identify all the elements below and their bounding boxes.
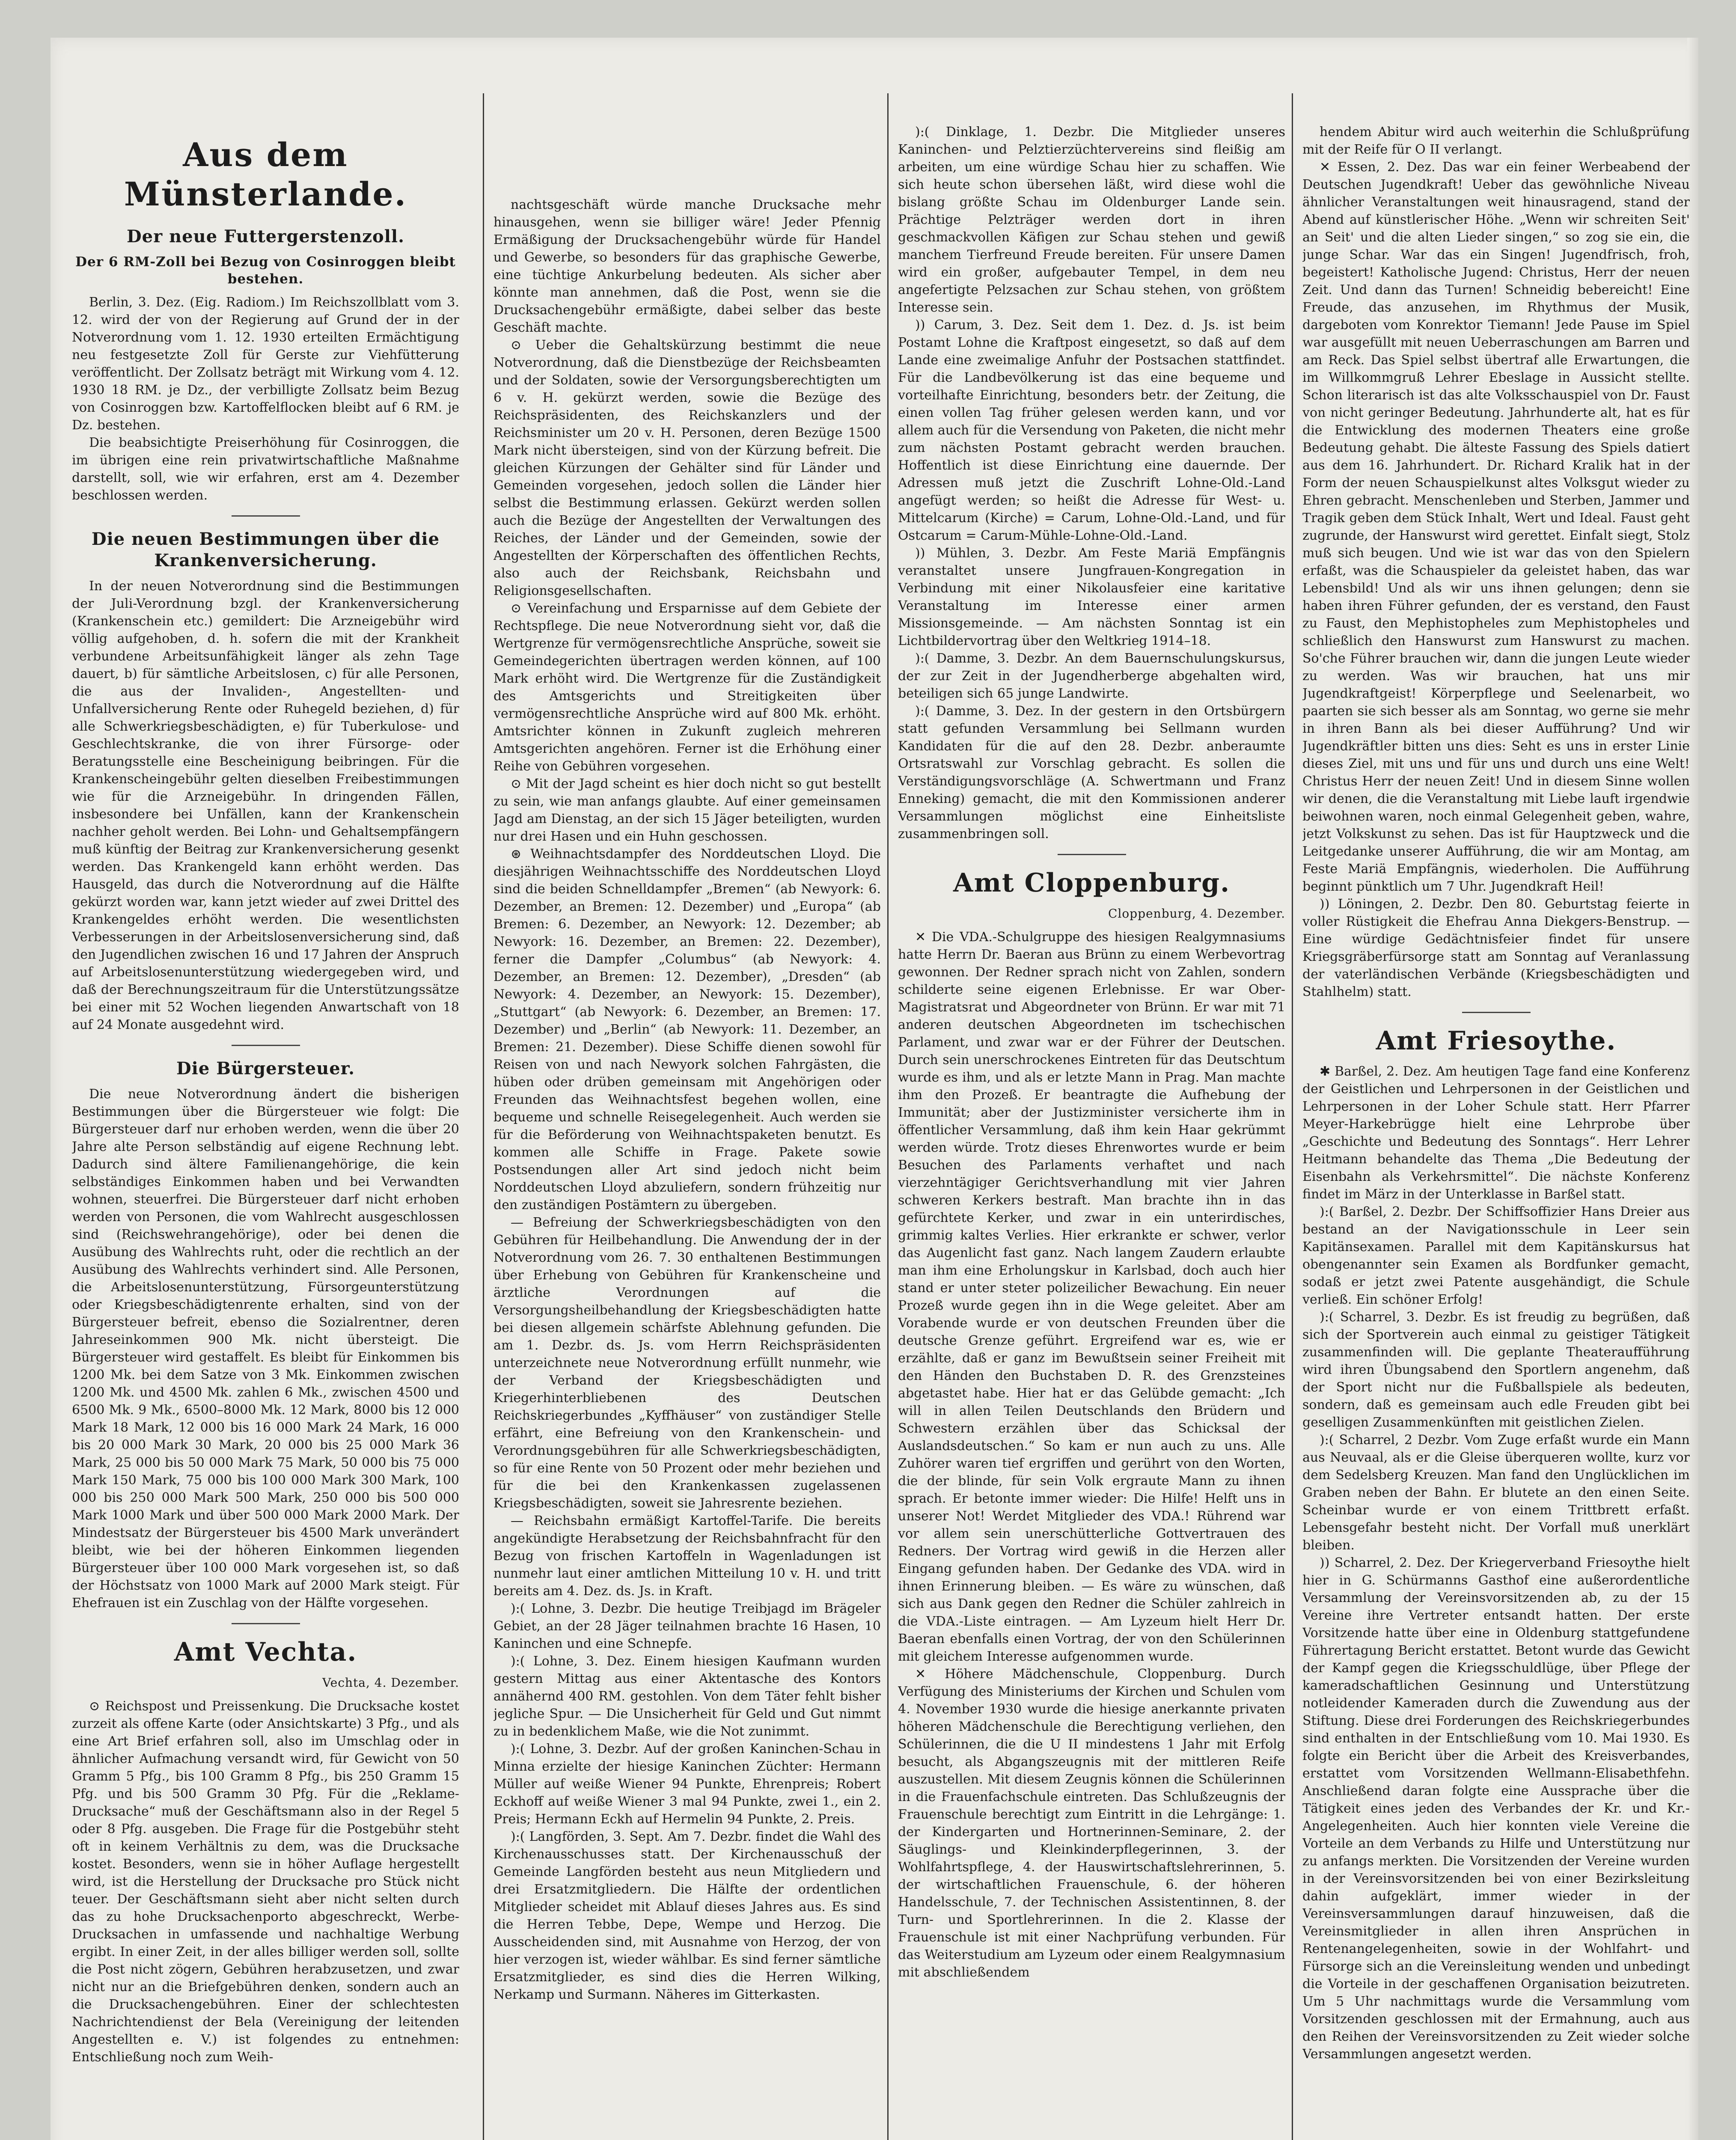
subheadline-cosinroggen: Der 6 RM-Zoll bei Bezug von Cosinroggen bleibt bestehen.	[75, 254, 456, 287]
column-rule	[1292, 93, 1293, 2140]
article-paragraph: nachtsgeschäft würde manche Drucksache mehr hinausgehen, wenn sie billiger wäre! Jeder Pfennig Ermäßigung der Drucksachengebühr würde für Handel und Gewerbe, so besonders für das graphische Gewerbe, eine tüchtige Ankurbelung bedeuten. Als sicher aber könnte man annehmen, daß die Post, wenn sie die Drucksachengebühr ermäßigte, dabei selber das beste Geschäft machte.	[493, 197, 881, 335]
article-paragraph: Die beabsichtigte Preiserhöhung für Cosinroggen, die im übrigen eine rein privatwirtschaftliche Maßnahme darstellt, soll, wie wir erfahren, erst am 4. Dezember beschlossen werden.	[72, 435, 459, 503]
column-2	[493, 196, 881, 2140]
article-paragraph: ✕ Essen, 2. Dez. Das war ein feiner Werbeabend der Deutschen Jugendkraft! Ueber das gewöhnliche Niveau ähnlicher Veranstaltungen weit hinausragend, stand der Abend auf künstlerischer Höhe. „Wenn wir schreiten Seit' an Seit' und die alten Lieder singen,“ so zog sie ein, die junge Schar. War das ein Singen! Jugendfrisch, froh, begeistert! Katholische Jugend: Christus, Herr der neuen Zeit. Und dann das Turnen! Schneidig bebereicht! Eine Freude, das anzusehen, im Rhythmus der Musik, dargeboten vom Konrektor Tiemann! Jede Pause im Spiel war ausgefüllt mit neuen Ueberraschungen am Barren und am Reck. Das Spiel selbst übertraf alle Erwartungen, die im Willkommgruß Lehrer Ebeslage in Aussicht stellte. Schon literarisch ist das alte Volksschauspiel von Dr. Faust von nicht geringer Bedeutung. Jahrhunderte alt, hat es für die Entwicklung des modernen Theaters eine große Bedeutung gehabt. Die älteste Fassung des Spiels datiert aus dem 16. Jahrhundert. Dr. Richard Kralik hat in der Form der neuen Schauspielkunst altes Volksgut wieder zu Ehren gebracht. Menschenleben und Sterben, Jammer und Tragik geben dem Stück Inhalt, Wert und Ideal. Faust geht zugrunde, der Hanswurst wird gerettet. Einfalt siegt, Stolz muß sich beugen. Und wie ist war das von den Spielern erfaßt, was die Schauspieler da geleistet haben, das war Lebensbild! Und als wir uns ihnen gelungen; denn sie haben ihren Führer gefunden, der es verstand, den Faust zu Faust, den Mephistopheles zum Mephistopheles und schließlich den Hanswurst zum Hanswurst zu machen. So'che Führer brauchen wir, dann die jungen Leute wieder zu werden. Was wir brauchen, hat uns mir Jugendkraftgeist! Körperpflege und Seelenarbeit, wo paarten sie sich besser als am Sonntag, wo gerne sie mehr in ihren Bann als bei dieser Aufführung? Und wir Jugendkräftler bitten uns dies: Seht es uns in erster Linie dieses Ziel, mit uns und für uns und durch uns eine Welt! Christus Herr der neuen Zeit! Und in diesem Sinne wollen wir denen, die die Veranstaltung mit Liebe lauft irgendwie beiwohnen waren, noch einmal Gelegenheit geben, wahre, jetzt Volkskunst zu sehen. Das ist für Hauptzweck und die Leitgedanke unserer Aufführung, die wir am Montag, am Feste Mariä Empfängnis, wiederholen. Die Aufführung beginnt pünktlich um 7 Uhr. Jugendkraft Heil!	[1302, 160, 1690, 894]
separator	[1058, 854, 1126, 855]
article-paragraph: )) Mühlen, 3. Dezbr. Am Feste Mariä Empfängnis veranstaltet unsere Jungfrauen-Kongregation in Verbindung mit einer Nikolausfeier eine karitative Veranstaltung im Interesse einer armen Missionsgemeinde. — Am nächsten Sonntag ist ein Lichtbildervortrag über den Weltkrieg 1914–18.	[898, 546, 1285, 648]
article-paragraph: ✕ Die VDA.-Schulgruppe des hiesigen Realgymnasiums hatte Herrn Dr. Baeran aus Brünn zu einem Werbevortrag gewonnen. Der Redner sprach nicht von Zahlen, sondern schilderte seine eigenen Erlebnisse. Er war Ober-Magistratsrat und Abgeordneter von Brünn. Er war mit 71 anderen deutschen Abgeordneten im tschechischen Parlament, und zwar war er der Führer der Deutschen. Durch sein unerschrockenes Eintreten für das Deutschtum wurde es ihm, und als er letzte Mann in Prag. Man machte ihm den Prozeß. Er beantragte die Aufhebung der Immunität; aber der Justizminister versicherte ihm in öffentlicher Versammlung, daß ihm kein Haar gekrümmt werden würde. Trotz dieses Ehrenwortes wurde er beim Besuchen des Parlaments verhaftet und nach vierzehntägiger Gerichtsverhandlung mit vier Jahren schweren Kerkers bestraft. Man brachte ihn in das gefürchtete Kerker, und zwar in ein unterirdisches, grimmig kaltes Verlies. Hier erkrankte er schwer, verlor das Augenlicht fast ganz. Nach langem Zaudern erlaubte man ihm eine Erholungskur in Karlsbad, doch auch hier stand er unter steter polizeilicher Bewachung. Ein neuer Prozeß wurde gegen ihn in die Wege geleitet. Aber am Vorabende wurde er von deutschen Freunden über die deutsche Grenze geführt. Ergreifend war es, wie er erzählte, daß er ganz im Bewußtsein seiner Freiheit mit den Händen den Buchstaben D. R. des Grenzsteines abgetastet habe. Hier hat er das Gelübde gemacht: „Ich will in allen Teilen Deutschlands den Brüdern und Schwestern erzählen über das Schicksal der Auslandsdeutschen.“ So kam er nun auch zu uns. Alle Zuhörer waren tief ergriffen und gerührt von den Worten, die der blinde, für sein Volk ergraute Mann zu ihnen sprach. Er betonte immer wieder: Die Hilfe! Helft uns in unserer Not! Werdet Mitglieder des VDA.! Rührend war vor allem sein unerschütterliche Gottvertrauen des Redners. Der Vortrag wird gewiß in die Herzen aller Eingang gefunden haben. Der Gedanke des VDA. wird in ihnen Erinnerung bleiben. — Es wäre zu wünschen, daß sich aus Dank gegen den Redner die Schüler zahlreich in die VDA.-Liste eintragen. — Am Lyzeum hielt Herr Dr. Baeran ebenfalls einen Vortrag, der von den Schülerinnen mit gleichem Interesse aufgenommen wurde.	[898, 930, 1285, 1664]
article-paragraph: ⊙ Mit der Jagd scheint es hier doch nicht so gut bestellt zu sein, wie man anfangs glaubte. Auf einer gemeinsamen Jagd am Dienstag, an der sich 15 Jäger beteiligten, wurden nur drei Hasen und ein Huhn geschossen.	[493, 776, 881, 844]
article-paragraph: ):( Damme, 3. Dezbr. An dem Bauernschulungskursus, der zur Zeit in der Jugendherberge abgehalten wird, beteiligen sich 65 junge Landwirte.	[898, 651, 1285, 701]
article-paragraph: — Reichsbahn ermäßigt Kartoffel-Tarife. Die bereits angekündigte Herabsetzung der Reichsbahnfracht für den Bezug von frischen Kartoffeln in Wagenladungen ist nunmehr laut einer amtlichen Mitteilung 10 v. H. und tritt bereits am 4. Dez. ds. Js. in Kraft.	[493, 1513, 881, 1599]
article-paragraph: ⊛ Weihnachtsdampfer des Norddeutschen Lloyd. Die diesjährigen Weihnachtsschiffe des Norddeutschen Lloyd sind die beiden Schnelldampfer „Bremen“ (ab Newyork: 6. Dezember, an Bremen: 12. Dezember) und „Europa“ (ab Bremen: 6. Dezember, an Newyork: 12. Dezember; ab Newyork: 16. Dezember, an Bremen: 22. Dezember), ferner die Dampfer „Columbus“ (ab Newyork: 4. Dezember, an Bremen: 12. Dezember), „Dresden“ (ab Newyork: 4. Dezember, an Newyork: 15. Dezember), „Stuttgart“ (ab Newyork: 6. Dezember, an Bremen: 17. Dezember) und „Berlin“ (ab Newyork: 11. Dezember, an Bremen: 21. Dezember). Diese Schiffe dienen sowohl für Reisen von und nach Newyork solchen Fahrgästen, die hüben oder drüben gemeinsam mit Angehörigen oder Freunden das Weihnachtsfest begehen wollen, eine bequeme und schnelle Reisegelegenheit. Auch werden sie für die Beförderung von Weihnachtspaketen benutzt. Es kommen alle Schiffe in Frage. Pakete sowie Postsendungen aller Art sind jedoch nicht beim Norddeutschen Lloyd abzuliefern, sondern frühzeitig nur den zuständigen Postämtern zu übergeben.	[493, 847, 881, 1213]
separator	[232, 515, 300, 517]
article-paragraph: )) Carum, 3. Dez. Seit dem 1. Dez. d. Js. ist beim Postamt Lohne die Kraftpost eingesetzt, so daß auf dem Lande eine zweimalige Anfuhr der Postsachen stattfindet. Für die Landbevölkerung ist das eine bequeme und vorteilhafte Einrichtung, besonders betr. der Zeitung, die einen vollen Tag früher gelesen werden kann, und vor allem auch für die Versendung von Paketen, die nicht mehr zum nächsten Postamt gebracht werden brauchen. Hoffentlich ist diese Einrichtung eine dauernde. Der Adressen muß jetzt die Zuschrift Lohne-Old.-Land angefügt werden; so heißt die Adresse für West- u. Mittelcarum (Kirche) = Carum, Lohne-Old.-Land, und für Ostcarum = Carum-Mühle-Lohne-Old.-Land.	[898, 318, 1285, 543]
article-paragraph: ):( Lohne, 3. Dezbr. Auf der großen Kaninchen-Schau in Minna erzielte der hiesige Kaninchen Züchter: Hermann Müller auf weiße Wiener 94 Punkte, Ehrenpreis; Robert Eckhoff auf weiße Wiener 3 mal 94 Punkte, zwei 1., ein 2. Preis; Hermann Eckh auf Hermelin 94 Punkte, 2. Preis.	[493, 1742, 881, 1827]
article-paragraph: ):( Barßel, 2. Dezbr. Der Schiffsoffizier Hans Dreier aus bestand an der Navigationsschule in Leer sein Kapitänsexamen. Parallel mit dem Kapitänskursus hat obengenannter sein Examen als Bordfunker gemacht, sodaß er jetzt zwei Patente ausgehändigt, die Schule verließ. Ein schöner Erfolg!	[1302, 1204, 1690, 1307]
article-paragraph: ):( Dinklage, 1. Dezbr. Die Mitglieder unseres Kaninchen- und Pelztierzüchtervereins sind fleißig am arbeiten, um eine würdige Schau hier zu schaffen. Wie sich heute schon übersehen läßt, wird diese wohl die bislang größte Schau im Oldenburger Lande sein. Prächtige Pelzträger werden dort in ihren geschmackvollen Käfigen zur Schau stehen und gewiß manchem Tierfreund Freude bereiten. Für unsere Damen wird ein großer, aufgebauter Tempel, in dem neu angefertigte Pelzsachen zur Schau stehen, von größtem Interesse sein.	[898, 125, 1285, 315]
article-paragraph: ✱ Barßel, 2. Dez. Am heutigen Tage fand eine Konferenz der Geistlichen und Lehrpersonen in der Geistlichen und Lehrpersonen in der Loher Schule statt. Herr Pfarrer Meyer-Harkebrügge hielt eine Lehrprobe über „Geschichte und Bedeutung des Sonntags“. Herr Lehrer Heitmann behandelte das Thema „Die Bedeutung der Eisenbahn als Verkehrsmittel“. Die nächste Konferenz findet im März in der Unterklasse in Barßel statt.	[1302, 1064, 1690, 1202]
article-paragraph: ⊙ Reichspost und Preissenkung. Die Drucksache kostet zurzeit als offene Karte (oder Ansichtskarte) 3 Pfg., und als eine Art Brief erfahren soll, also im Umschlag oder in ähnlicher Aufmachung versandt wird, für Gewicht von 50 Gramm 5 Pfg., bis 100 Gramm 8 Pfg., bis 250 Gramm 15 Pfg. und bis 500 Gramm 30 Pfg. Für die „Reklame-Drucksache“ muß der Geschäftsmann also in der Regel 5 oder 8 Pfg. ausgeben. Die Frage für die Postgebühr steht oft in keinem Verhältnis zu dem, was die Drucksache kostet. Besonders, wenn sie in höher Auflage hergestellt wird, ist die Herstellung der Drucksache pro Stück nicht teuer. Der Geschäftsmann sieht aber nicht selten durch das zu hohe Drucksachenporto abgeschreckt, Werbe-Drucksachen in umfassende und nachhaltige Werbung ergibt. In einer Zeit, in der alles billiger werden soll, sollte die Post nicht zögern, Gebühren herabzusetzen, und zwar nicht nur an die Briefgebühren denken, sondern auch an die Drucksachengebühren. Einer der schlechtesten Nachrichtendienst der Bela (Vereinigung der leitenden Angestellten e. V.) ist folgendes zu entnehmen: Entschließung noch zum Weih-	[72, 1699, 459, 2065]
article-paragraph: ):( Lohne, 3. Dezbr. Die heutige Treibjagd im Brägeler Gebiet, an der 28 Jäger teilnahmen brachte 16 Hasen, 10 Kaninchen und eine Schnepfe.	[493, 1601, 881, 1651]
masthead: Aus dem Münsterlande.	[124, 136, 407, 213]
headline-buergersteuer: Die Bürgersteuer.	[176, 1058, 355, 1079]
article-paragraph: ):( Lohne, 3. Dez. Einem hiesigen Kaufmann wurden gestern Mittag aus einer Aktentasche des Kontors annähernd 400 RM. gestohlen. Von dem Täter fehlt bisher jegliche Spur. — Die Unsicherheit für Geld und Gut nimmt zu in bedenklichem Maße, wie die Not zunimmt.	[493, 1654, 881, 1739]
article-paragraph: ):( Damme, 3. Dez. In der gestern in den Ortsbürgern statt gefunden Versammlung bei Sellmann wurden Kandidaten für die auf den 28. Dezbr. anberaumte Ortsratswahl zur Vorschlag gebracht. Es sollen die Verständigungsvorschläge (A. Schwertmann und Franz Enneking) gemacht, die mit den Kommissionen anderer Versammlungen möglichst eine Einheitsliste zusammenbringen soll.	[898, 704, 1285, 841]
newspaper-page	[51, 38, 1698, 2140]
article-paragraph: Die neue Notverordnung ändert die bisherigen Bestimmungen über die Bürgersteuer wie folgt: Die Bürgersteuer darf nur erhoben werden, wenn die über 20 Jahre alte Person selbständig auf eigene Rechnung lebt. Dadurch sind ältere Familienangehörige, die kein selbständiges Einkommen haben und bei Verwandten wohnen, steuerfrei. Die Bürgersteuer darf nicht erhoben werden von Personen, die vom Wahlrecht ausgeschlossen sind (Reichswehrangehörige), oder bei denen die Ausübung des Wahlrechts ruht, oder die rechtlich an der Ausübung des Wahlrechts verhindert sind. Alle Personen, die Arbeitslosenunterstützung, Fürsorgeunterstützung oder Kriegsbeschädigtenrente erhalten, sind von der Bürgersteuer befreit, ebenso die Sozialrentner, deren Jahreseinkommen 900 Mk. nicht übersteigt. Die Bürgersteuer wird gestaffelt. Es bleibt für Einkommen bis 1200 Mk. bei dem Satze von 3 Mk. Einkommen zwischen 1200 Mk. und 4500 Mk. zahlen 6 Mk., zwischen 4500 und 6500 Mk. 9 Mk., 6500–8000 Mk. 12 Mark, 8000 bis 12 000 Mark 18 Mark, 12 000 bis 16 000 Mark 24 Mark, 16 000 bis 20 000 Mark 30 Mark, 20 000 bis 25 000 Mark 36 Mark, 25 000 bis 50 000 Mark 75 Mark, 50 000 bis 75 000 Mark 150 Mark, 75 000 bis 100 000 Mark 300 Mark, 100 000 bis 250 000 Mark 500 Mark, 250 000 bis 500 000 Mark 1000 Mark und über 500 000 Mark 2000 Mark. Der Mindestsatz der Bürgersteuer bis 4500 Mark unverändert bleibt, wie bei der höheren Einkommen liegenden Bürgersteuer über 100 000 Mark vorgesehen ist, so daß der Höchstsatz von 1000 Mark auf 2000 Mark steigt. Für Ehefrauen ist ein Zuschlag von der Hälfte vorgesehen.	[72, 1087, 459, 1611]
column-rule	[483, 93, 484, 2140]
article-paragraph: ):( Scharrel, 3. Dezbr. Es ist freudig zu begrüßen, daß sich der Sportverein auch einmal zu geistiger Tätigkeit zusammenfinden will. Die geplante Theateraufführung wird ihren Übungsabend den Sportlern angenehm, daß der Sport nicht nur die Fußballspiele als bedeuten, sondern, daß es gemeinsam auch edle Freuden gibt bei geselligen Zusammenkünften mit geistlichen Zielen.	[1302, 1310, 1690, 1430]
article-paragraph: hendem Abitur wird auch weiterhin die Schlußprüfung mit der Reife für O II verlangt.	[1302, 125, 1690, 157]
article-paragraph: ):( Langförden, 3. Sept. Am 7. Dezbr. findet die Wahl des Kirchenausschusses statt. Der Kirchenausschuß der Gemeinde Langförden besteht aus neun Mitgliedern und drei Ersatzmitgliedern. Die Hälfte der ordentlichen Mitglieder scheidet mit Ablauf dieses Jahres aus. Es sind die Herren Tebbe, Depe, Wempe und Herzog. Die Ausscheidenden sind, mit Ausnahme von Herzog, der von hier verzogen ist, wieder wählbar. Es sind ferner sämtliche Ersatzmitglieder, es sind dies die Herren Wilking, Nerkamp und Surmann. Näheres im Gitterkasten.	[493, 1829, 881, 2002]
section-heading-amt-vechta: Amt Vechta.	[174, 1637, 357, 1667]
column-3	[898, 123, 1285, 2140]
article-paragraph: ⊙ Vereinfachung und Ersparnisse auf dem Gebiete der Rechtspflege. Die neue Notverordnung sieht vor, daß die Wertgrenze für vermögensrechtliche Ansprüche, soweit sie Gemeindegerichten übertragen werden können, auf 100 Mark erhöht wird. Die Wertgrenze für die Zuständigkeit des Amtsgerichts und Streitigkeiten über vermögensrechtliche Ansprüche wird auf 800 Mk. erhöht. Amtsrichter können in Zukunft zugleich mehreren Amtsgerichten angehören. Ferner ist die Erhöhung einer Reihe von Gebühren vorgesehen.	[493, 601, 881, 774]
article-paragraph: ⊙ Ueber die Gehaltskürzung bestimmt die neue Notverordnung, daß die Dienstbezüge der Reichsbeamten und der Soldaten, sowie der Versorgungsberechtigten um 6 v. H. gekürzt werden, sowie die Bezüge des Reichspräsidenten, des Reichskanzlers und der Reichsminister um 20 v. H. Personen, deren Bezüge 1500 Mark nicht übersteigen, sind von der Kürzung befreit. Die gleichen Kürzungen der Gehälter sind für Länder und Gemeinden vorgesehen, jedoch sollen die Länder hier selbst die Bestimmung erlassen. Gekürzt werden sollen auch die Bezüge der Angestellten der Verwaltungen des Reiches, der Länder und der Gemeinden, sowie der Angestellten der Körperschaften des öffentlichen Rechts, also auch der Reichsbank, Reichsbahn und Religionsgesellschaften.	[493, 338, 881, 598]
column-rule	[887, 93, 889, 2140]
article-paragraph: ):( Scharrel, 2 Dezbr. Vom Zuge erfaßt wurde ein Mann aus Neuvaal, als er die Gleise überqueren wollte, kurz vor dem Sedelsberg Kreuzen. Man fand den Unglücklichen im Graben neben der Bahn. Er blutete an den einen Seite. Scheinbar wurde er von einem Trittbrett erfaßt. Lebensgefahr besteht nicht. Der Vorfall muß unerklärt bleiben.	[1302, 1433, 1690, 1553]
column-1	[72, 123, 459, 2140]
separator	[1462, 1012, 1531, 1013]
column-4	[1302, 123, 1690, 2140]
separator	[232, 1623, 300, 1624]
article-paragraph: )) Scharrel, 2. Dez. Der Kriegerverband Friesoythe hielt hier in G. Schürmanns Gasthof eine außerordentliche Versammlung der Vereinsvorsitzenden ab, zu der 15 Vereine ihre Vertreter entsandt hatten. Der erste Vorsitzende hatte über eine in Oldenburg stattgefundene Führertagung Bericht erstattet. Betont wurde das Gewicht der Kampf gegen die Kriegsschuldlüge, über Pflege der kameradschaftlichen Gesinnung und Unterstützung notleidender Kameraden durch die Zuwendung aus der Stiftung. Diese drei Forderungen des Reichskriegerbundes sind enthalten in der Entschließung vom 10. Mai 1930. Es folgte ein Bericht über die Arbeit des Kreisverbandes, erstattet vom Vorsitzenden Wellmann-Elisabethfehn. Anschließend daran folgte eine Aussprache über die Tätigkeit eines jeden des Verbandes der Kr. und Kr.-Angelegenheiten. Auch hier konnten viele Vereine die Vorteile an dem Verbands zu Hilfe und Unterstützung nur zu anfangs merkten. Die Vorsitzenden der Vereine wurden in der Vereinsvorsitzenden bei von einer Bezirksleitung dahin aufgeklärt, immer wieder in der Vereinsversammlungen darauf hinzuweisen, daß die Vereinsmitglieder in allen ihren Ansprüchen in Rentenangelegenheiten, sowie in der Wohlfahrt- und Fürsorge sich an die Vereinsleitung wenden und unbedingt die Vorteile in der geschaffenen Organisation beizutreten. Um 5 Uhr nachmittags wurde die Versammlung vom Vorsitzenden geschlossen mit der Ermahnung, auch aus den Reihen der Vereinsvorsitzenden zu Zeit wieder solche Versammlungen angesetzt werden.	[1302, 1555, 1690, 2062]
headline-krankenversicherung: Die neuen Bestimmungen über die Krankenversicherung.	[91, 529, 440, 571]
article-paragraph: )) Löningen, 2. Dezbr. Den 80. Geburtstag feierte in voller Rüstigkeit die Ehefrau Anna Diekgers-Benstrup. — Eine würdige Gedächtnisfeier findet für unsere Kriegsgräberfürsorge statt am Sonntag auf Veranlassung der vaterländischen Verbände (Kriegsbeschädigten und Stahlhelm) statt.	[1302, 897, 1690, 999]
article-paragraph: ✕ Höhere Mädchenschule, Cloppenburg. Durch Verfügung des Ministeriums der Kirchen und Schulen vom 4. November 1930 wurde die hiesige anerkannte privaten höheren Mädchenschule die Berechtigung verliehen, den Schülerinnen, die die U II mindestens 1 Jahr mit Erfolg besucht, als Abgangszeugnis mit der mittleren Reife auszustellen. Mit diesem Zeugnis können die Schülerinnen in die Frauenfachschule eintreten. Das Schlußzeugnis der Frauenschule berechtigt zum Eintritt in die Lehrgänge: 1. der Kindergarten und Hortnerinnen-Seminare, 2. der Säuglings- und Kleinkinderpflegerinnen, 3. der Wohlfahrtspflege, 4. der Hauswirtschaftslehrerinnen, 5. der wirtschaftlichen Frauenschule, 6. der höheren Handelsschule, 7. der Technischen Assistentinnen, 8. der Turn- und Sportlehrerinnen. In die 2. Klasse der Frauenschule ist mit einer Nachprüfung verbunden. Für das Weiterstudium am Lyzeum oder einem Realgymnasium mit abschließendem	[898, 1667, 1285, 1980]
dateline: Vechta, 4. Dezember.	[322, 1676, 459, 1690]
dateline: Cloppenburg, 4. Dezember.	[1108, 907, 1285, 921]
separator	[232, 1045, 300, 1046]
article-paragraph: Berlin, 3. Dez. (Eig. Radiom.) Im Reichszollblatt vom 3. 12. wird der von der Regierung auf Grund der in der Notverordnung vom 1. 12. 1930 erteilten Ermächtigung neu festgesetzte Zoll für Gerste zur Viehfütterung veröffentlicht. Der Zollsatz beträgt mit Wirkung vom 4. 12. 1930 18 RM. je Dz., der verbilligte Zollsatz beim Bezug von Cosinroggen bzw. Kartoffelflocken bleibt auf 6 RM. je Dz. bestehen.	[72, 295, 459, 433]
article-paragraph: — Befreiung der Schwerkriegsbeschädigten von den Gebühren für Heilbehandlung. Die Anwendung der in der Notverordnung vom 26. 7. 30 enthaltenen Bestimmungen über Erhebung von Gebühren für Krankenscheine und ärztliche Verordnungen auf die Versorgungsheilbehandlung der Kriegsbeschädigten hatte bei diesen allgemein schärfste Ablehnung gefunden. Die am 1. Dezbr. ds. Js. vom Herrn Reichspräsidenten unterzeichnete neue Notverordnung erfüllt nunmehr, wie der Verband der Kriegsbeschädigten und Kriegerhinterbliebenen des Deutschen Reichskriegerbundes „Kyffhäuser“ von zuständiger Stelle erfährt, eine Befreiung von den Krankenschein- und Verordnungsgebühren für alle Schwerkriegsbeschädigten, so für eine Rente von 50 Prozent oder mehr beziehen und für die bei den Krankenkassen zugelassenen Kriegsbeschädigten, soweit sie Jahresrente beziehen.	[493, 1215, 881, 1511]
section-heading-amt-friesoythe: Amt Friesoythe.	[1376, 1026, 1617, 1056]
headline-futtergerstenzoll: Der neue Futtergerstenzoll.	[126, 226, 405, 247]
section-heading-amt-cloppenburg: Amt Cloppenburg.	[953, 868, 1230, 898]
article-paragraph: In der neuen Notverordnung sind die Bestimmungen der Juli-Verordnung bzgl. der Krankenversicherung (Krankenschein etc.) gemildert: Die Arzneigebühr wird völlig aufgehoben, d. h. sofern die mit der Krankheit verbundene Arbeitsunfähigkeit länger als zehn Tage dauert, b) für sämtliche Arbeitslosen, c) für alle Personen, die aus der Invaliden-, Angestellten- und Unfallversicherung Rente oder Ruhegeld beziehen, d) für alle Schwerkriegsbeschädigten, e) für Tuberkulose- und Geschlechtskranke, die von ihrer Fürsorge- oder Beratungsstelle eine Bescheinigung beibringen. Für die Krankenscheingebühr gelten dieselben Freibestimmungen wie für die Arzneigebühr. In dringenden Fällen, insbesondere bei Unfällen, kann der Krankenschein nachher geholt werden. Bei Lohn- und Gehaltsempfängern muß künftig der Beitrag zur Krankenversicherung gesenkt werden. Das Krankengeld kann erhöht werden. Das Hausgeld, das durch die Notverordnung auf die Hälfte gekürzt worden war, kann jetzt wieder auf zwei Drittel des Krankengeldes erhöht werden. Die wesentlichsten Verbesserungen in der Arbeitslosenversicherung sind, daß den Jugendlichen zwischen 16 und 17 Jahren der Anspruch auf Arbeitslosenunterstützung wiedergegeben wird, und daß der Berechnungszeitraum für die Unterstützungssätze bei einer mit 52 Wochen liegenden Anwartschaft von 18 auf 24 Monate ausgedehnt wird.	[72, 579, 459, 1032]
